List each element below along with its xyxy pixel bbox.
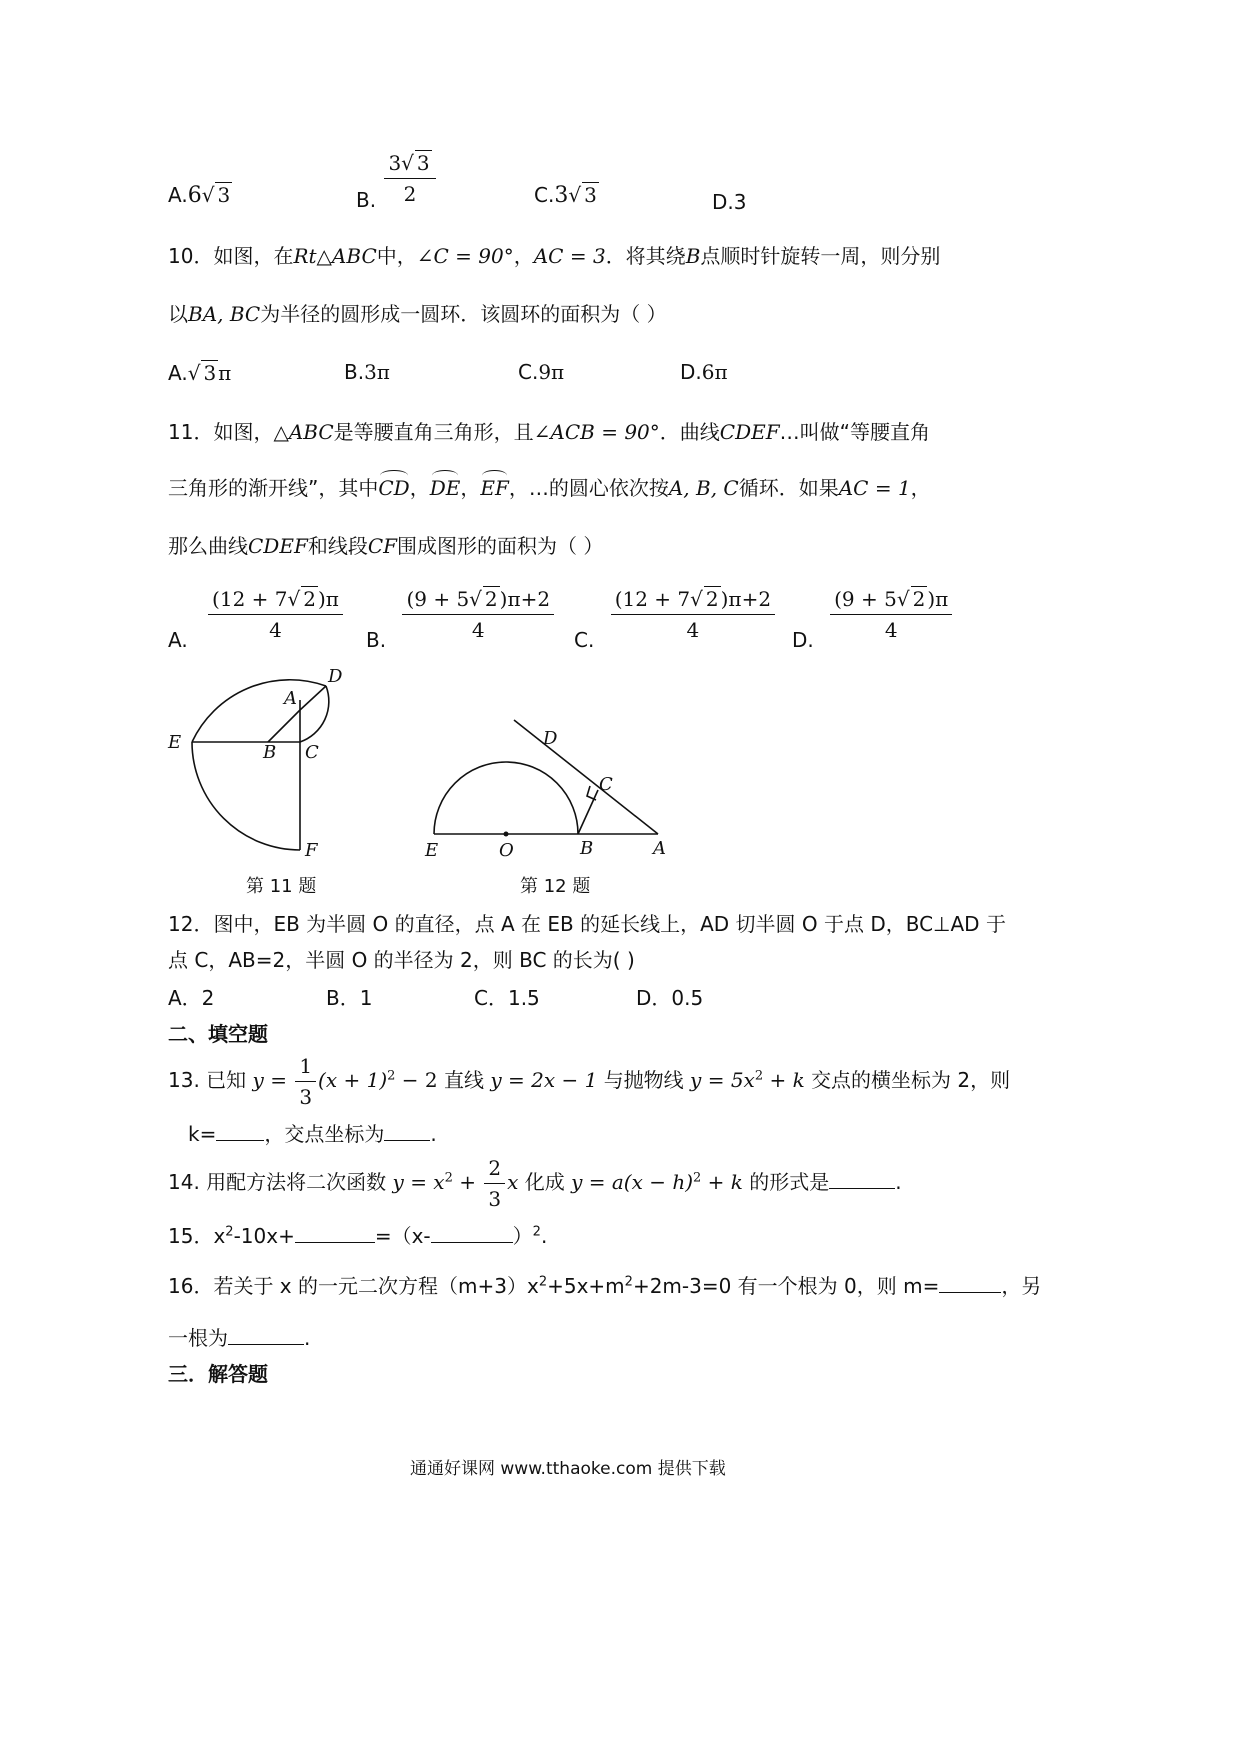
q11-text: 围成图形的面积为（ ） (397, 534, 604, 558)
q10-text: ， (513, 244, 534, 268)
q12-line-1: 12．图中，EB 为半圆 O 的直径，点 A 在 EB 的延长线上，AD 切半圆 O 于点 D，BC⊥AD 于 (168, 912, 1006, 936)
q13-text: 与抛物线 (603, 1068, 684, 1092)
radical-sign: √ (690, 587, 703, 611)
option-label: D. (680, 360, 702, 384)
segment-ad (300, 686, 326, 710)
exponent: 2 (624, 1274, 633, 1290)
math: y = a(x − h) (571, 1170, 694, 1194)
option-label: A. (168, 628, 188, 652)
math-arc: EF (480, 470, 508, 500)
q13-line-2 (188, 1118, 437, 1147)
option-label: B. (366, 628, 387, 652)
pi: π (218, 361, 232, 385)
q13-text: 13. 已知 (168, 1068, 247, 1092)
q12-option-c: C．1.5 (474, 986, 540, 1010)
q11-text: 那么曲线 (168, 534, 248, 558)
math: + k (763, 1068, 805, 1092)
q11-text: ， (409, 476, 430, 500)
q14-text: 的形式是 (749, 1170, 830, 1194)
radical-sign: √ (401, 151, 414, 175)
radical-sign: √ (896, 587, 910, 611)
radicand: 2 (912, 587, 926, 611)
center-o-dot (504, 832, 509, 837)
radicand: 3 (217, 183, 231, 207)
exponent: 2 (693, 1170, 702, 1186)
arc-de (192, 680, 326, 742)
q13-text: 交点的横坐标为 2，则 (811, 1068, 1011, 1092)
answer-blank[interactable] (216, 1122, 264, 1141)
q11-text: ， (460, 476, 481, 500)
label-a: A (284, 688, 297, 709)
denominator: 4 (884, 618, 898, 642)
radical-sign: √ (187, 361, 201, 385)
option-value: 6π (701, 360, 728, 384)
math-segments: BA, BC (188, 302, 261, 326)
q15-text: 15．x (168, 1224, 226, 1248)
q12-option-b: B．1 (326, 986, 373, 1010)
math: + (452, 1170, 476, 1194)
label-o: O (499, 840, 514, 861)
q11-text: 是等腰直角三角形，且 (333, 420, 534, 444)
math-length: AC = 3 (533, 244, 606, 268)
denominator: 4 (686, 618, 700, 642)
math-curve: CDEF (248, 534, 308, 558)
label-e: E (425, 840, 439, 861)
math-arc: CD (378, 470, 409, 500)
label-b: B (263, 742, 277, 763)
radicand: 2 (303, 587, 316, 611)
exponent: 2 (444, 1170, 453, 1186)
denominator: 3 (488, 1187, 502, 1211)
q15-line (168, 1220, 547, 1249)
label-f: F (305, 840, 318, 861)
label-c: C (599, 774, 613, 795)
radicand: 3 (416, 151, 430, 175)
q10-text: 点顺时针旋转一周，则分别 (700, 244, 941, 268)
answer-blank[interactable] (431, 1224, 513, 1243)
denominator: 4 (471, 618, 485, 642)
answer-blank[interactable] (384, 1122, 430, 1141)
q15-text: -10x+ (233, 1224, 295, 1248)
footer-text: 通通好课网 www.tthaoke.com 提供下载 (410, 1459, 726, 1479)
q10-text: 以 (168, 302, 188, 326)
numerator: 2 (484, 1156, 505, 1184)
denominator: 3 (299, 1085, 313, 1109)
q12-option-a: A．2 (168, 986, 215, 1010)
q16-text: +2m-3=0 有一个根为 0，则 m= (632, 1274, 940, 1298)
math: y = 5x (690, 1068, 755, 1092)
q13-text: ，交点坐标为 (264, 1122, 385, 1146)
section-3-heading: 三．解答题 (168, 1362, 268, 1386)
coef: 3 (554, 183, 569, 208)
option-label: C. (574, 628, 595, 652)
option-label: C. (518, 360, 539, 384)
num-part: (12 + 7 (212, 587, 288, 611)
arc-cd (300, 686, 329, 742)
math-angle: ∠ACB = 90° (533, 420, 660, 444)
math-arc: DE (430, 470, 461, 500)
label-a: A (653, 838, 666, 859)
q15-text: . (540, 1224, 548, 1248)
q16-text: 一根为 (168, 1326, 228, 1350)
num-part: (9 + 5 (406, 587, 470, 611)
q16-text: +5x+m (547, 1274, 625, 1298)
q12-option-d: D．0.5 (636, 986, 704, 1010)
math-segment: CF (367, 534, 398, 558)
numerator: 1 (295, 1054, 316, 1082)
q13-text: 直线 (443, 1068, 484, 1092)
exponent: 2 (532, 1224, 541, 1240)
q9-option-d: D.3 (712, 190, 747, 214)
q10-text: 中， (376, 244, 417, 268)
q14-text: 14. 用配方法将二次函数 (168, 1170, 387, 1194)
option-label: D. (792, 628, 814, 652)
math: y = x (392, 1170, 445, 1194)
math: (x + 1) (318, 1068, 388, 1092)
math: y = (252, 1068, 287, 1092)
q12-line-2: 点 C，AB=2，半圆 O 的半径为 2，则 BC 的长为( ) (168, 948, 635, 972)
math-curve: CDEF (719, 420, 780, 444)
q11-text: ，…的圆心依次按 (508, 476, 669, 500)
q11-text: ， (910, 476, 931, 500)
label-c: C (305, 742, 319, 763)
answer-blank[interactable] (228, 1326, 304, 1345)
answer-blank[interactable] (939, 1274, 1001, 1293)
label-d: D (328, 666, 343, 687)
num-part: (12 + 7 (614, 587, 691, 611)
fig11-caption: 第 11 题 (246, 876, 317, 897)
figure-12-labels (424, 728, 666, 861)
answer-blank[interactable] (829, 1170, 895, 1189)
math: y = 2x − 1 (490, 1068, 598, 1092)
q13-line-1 (168, 1054, 1010, 1109)
radicand: 3 (203, 361, 217, 385)
label-d: D (543, 728, 558, 749)
num-part: )π+2 (499, 587, 551, 611)
num-part: )π+2 (720, 587, 772, 611)
exponent: 2 (538, 1274, 548, 1290)
q10-text: ．将其绕 (605, 244, 686, 268)
q16-text: . (304, 1326, 311, 1350)
radicand: 2 (705, 587, 719, 611)
q11-text: 11．如图， (168, 420, 274, 444)
q16-text: ，另 (1001, 1274, 1042, 1298)
q11-text: 和线段 (307, 534, 368, 558)
semicircle-o (434, 762, 578, 834)
math: − 2 (395, 1068, 438, 1092)
q15-text: ） (512, 1224, 533, 1248)
q16-line-1 (168, 1270, 1041, 1299)
radical-sign: √ (287, 587, 301, 611)
math-points: A, B, C (668, 476, 739, 500)
q10-text: 10．如图，在 (168, 244, 294, 268)
radical-sign: √ (201, 183, 215, 207)
q11-text: …叫做“等腰直角 (779, 420, 930, 444)
q14-line (168, 1156, 902, 1211)
q10-text: 为半径的圆形成一圆环．该圆环的面积为（ ） (260, 302, 667, 326)
math-point: B (685, 244, 701, 268)
segment-ba (268, 710, 300, 742)
q11-text: 循环．如果 (738, 476, 839, 500)
q11-text: ．曲线 (659, 420, 720, 444)
math-angle: ∠C = 90° (416, 244, 514, 268)
denominator: 4 (269, 618, 282, 642)
radical-sign: √ (469, 587, 482, 611)
num-part: )π (927, 587, 949, 611)
radicand: 3 (584, 183, 597, 207)
math-length: AC = 1 (838, 476, 911, 500)
option-label: A. (168, 361, 188, 385)
q16-line-2 (168, 1322, 310, 1351)
arc-ef (192, 742, 300, 850)
math: x (507, 1170, 519, 1194)
exponent: 2 (225, 1224, 234, 1240)
exponent: 2 (754, 1068, 764, 1084)
option-label: C. (534, 183, 555, 207)
q15-text: =（x- (374, 1224, 431, 1248)
q13-text: k= (188, 1122, 217, 1146)
label-b: B (580, 838, 594, 859)
radicand: 2 (484, 587, 498, 611)
coef: 3 (388, 151, 402, 175)
figure-11 (192, 680, 329, 850)
q14-text: . (895, 1170, 902, 1194)
option-label: B. (356, 188, 377, 212)
math-triangle: Rt△ABC (293, 244, 377, 268)
option-value: 3π (364, 360, 390, 384)
math-triangle: △ABC (273, 420, 334, 444)
fraction (295, 1054, 316, 1109)
denominator: 2 (403, 182, 417, 206)
num-part: )π (317, 587, 339, 611)
coef: 6 (187, 183, 202, 208)
label-e: E (168, 732, 182, 753)
q13-text: . (430, 1122, 437, 1146)
num-part: (9 + 5 (834, 587, 897, 611)
q16-text: 16．若关于 x 的一元二次方程（m+3）x (168, 1274, 539, 1298)
fraction (484, 1156, 505, 1211)
exponent: 2 (387, 1068, 396, 1084)
math: + k (701, 1170, 743, 1194)
option-label: B. (344, 360, 365, 384)
radical-sign: √ (568, 183, 582, 207)
answer-blank[interactable] (295, 1224, 375, 1243)
fig12-caption: 第 12 题 (520, 876, 591, 897)
option-value: 9π (538, 360, 565, 384)
section-2-heading: 二、填空题 (168, 1022, 268, 1046)
option-label: A. (168, 183, 188, 207)
q14-text: 化成 (524, 1170, 565, 1194)
q11-text: 三角形的渐开线”，其中 (168, 476, 379, 500)
